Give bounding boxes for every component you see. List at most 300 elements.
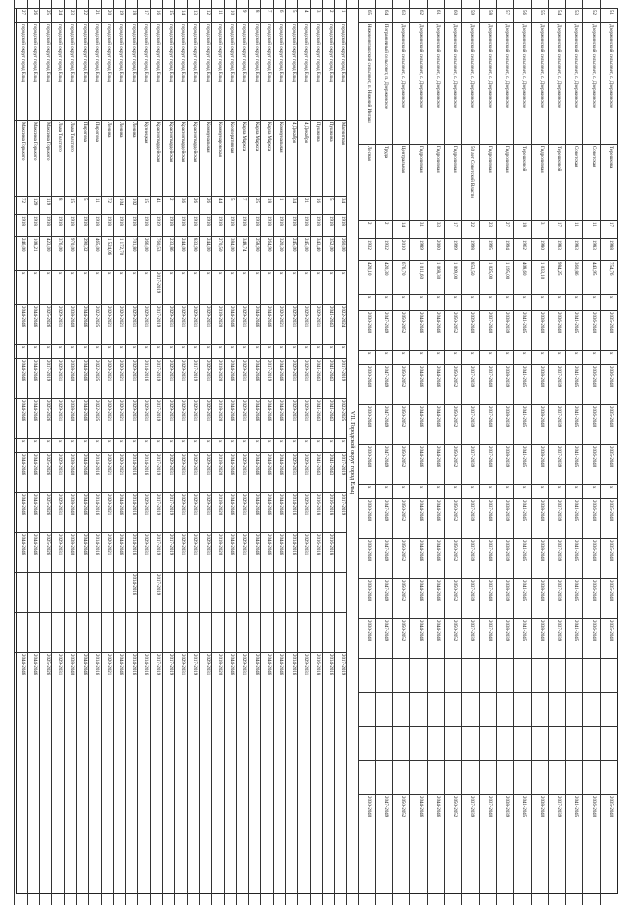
table-cell: 2044-2046 [114, 492, 126, 534]
table-cell: 2044-2046 [225, 492, 237, 534]
table-cell: 2047-2049 [376, 404, 393, 446]
table-cell: 15 [138, 196, 150, 216]
table-cell [462, 658, 479, 694]
table-cell: x [52, 270, 64, 306]
table-cell: x [151, 344, 163, 360]
table-cell: x [311, 438, 323, 454]
table-cell [376, 726, 393, 762]
table-cell: 2017-2019 [40, 358, 52, 400]
table-cell: 270,50 [212, 236, 224, 272]
table-cell: 2036-2040 [549, 310, 566, 352]
table-cell: 41 [151, 196, 163, 216]
table-cell: x [393, 294, 410, 312]
table-cell: 2038-2040 [532, 310, 549, 352]
table-cell: x [200, 344, 212, 360]
table-cell: городской округ город Ельц [335, 22, 347, 122]
table-cell: Максима Горького [28, 120, 40, 198]
table-cell: 26 [188, 196, 200, 216]
table-cell: x [566, 294, 583, 312]
table-cell: 5 [225, 196, 237, 216]
table-cell [89, 612, 101, 654]
table-cell: 2041-2045 [566, 618, 583, 660]
table-cell: городской округ город Ельц [237, 22, 249, 122]
table-row [461, 0, 479, 905]
table-cell [52, 612, 64, 654]
table-cell: 2044-2046 [249, 398, 261, 440]
table-cell: x [566, 484, 583, 500]
table-cell: 1995 [480, 238, 497, 262]
table-cell [410, 692, 427, 728]
table-cell: x [445, 484, 462, 500]
table-cell: 2037-2039 [549, 618, 566, 660]
table-cell: 2038-2040 [65, 652, 77, 694]
table-cell: x [428, 484, 445, 500]
table-cell: 290,32 [77, 236, 89, 272]
table-cell [462, 692, 479, 728]
table-cell: 2018-2020 [212, 652, 224, 694]
table-cell: 2035-2040 [601, 498, 618, 540]
table-cell: 2036-2040 [583, 364, 600, 406]
table-cell: Пушкина [311, 120, 323, 198]
table-cell [102, 612, 114, 654]
table-cell: 31 [410, 220, 427, 240]
table-cell: x [28, 438, 40, 454]
table-cell: 2029-2031 [175, 358, 187, 400]
table-cell [445, 658, 462, 694]
table-cell: 2010 [393, 238, 410, 262]
table-cell: x [480, 484, 497, 500]
table-cell: 2047-2049 [376, 794, 393, 836]
table-cell: 1918 [126, 214, 138, 238]
table-cell: 2037-2039 [549, 364, 566, 406]
table-cell: 760,53 [151, 236, 163, 272]
table-cell: 420,30 [376, 260, 393, 296]
row-number-cell: 15 [163, 8, 175, 24]
table-cell: 2016-2018 [311, 492, 323, 534]
table-cell: 2029-2031 [298, 532, 310, 574]
table-cell [376, 692, 393, 728]
table-cell: Гидролизная [428, 144, 445, 222]
table-cell: 2044-2046 [274, 492, 286, 534]
table-cell: Гидролизная [532, 144, 549, 222]
row-number-cell: 51 [601, 8, 618, 24]
table-cell: 2044-2046 [261, 652, 273, 694]
table-cell: 1 009,00 [445, 260, 462, 296]
table-cell: 2041-2045 [514, 444, 531, 486]
table-cell: 2017-2019 [151, 492, 163, 534]
table-cell: городской округ город Ельц [15, 22, 27, 122]
table-cell: Терешковой [514, 144, 531, 222]
table-cell: 1998 [462, 238, 479, 262]
table-cell: x [77, 438, 89, 454]
table-cell [480, 692, 497, 728]
table-cell: 2041-2043 [311, 358, 323, 400]
table-cell: x [359, 484, 376, 500]
table-cell: 2038-2040 [65, 358, 77, 400]
table-cell: 2050-2052 [393, 498, 410, 540]
table-cell: 1918 [298, 214, 310, 238]
table-cell: 2030-2040 [359, 404, 376, 446]
table-cell: x [549, 294, 566, 312]
table-cell: x [323, 270, 335, 306]
table-cell: 2029-2031 [286, 358, 298, 400]
table-cell [428, 760, 445, 796]
table-cell: x [163, 344, 175, 360]
table-cell: 2029-2031 [286, 452, 298, 494]
table-cell: Дзержинский сельсовет, с. Дзержинское [497, 22, 514, 146]
table-cell: Коммунальная [274, 120, 286, 198]
table-cell: 2018-2020 [212, 452, 224, 494]
table-cell: x [114, 270, 126, 306]
table-cell: 2044-2046 [77, 398, 89, 440]
table-cell: x [549, 484, 566, 500]
table-cell: 2014-2016 [138, 652, 150, 694]
table-cell: x [188, 270, 200, 306]
table-cell [601, 726, 618, 762]
table-cell: 2029-2031 [298, 452, 310, 494]
table-cell: x [311, 344, 323, 360]
table-cell: 2037-2039 [462, 404, 479, 446]
table-cell: 2017-2019 [163, 652, 175, 694]
table-cell: 2044-2046 [15, 398, 27, 440]
table-cell: 2014-2016 [89, 532, 101, 574]
table-cell: 984,25 [549, 260, 566, 296]
table-cell: 1 [274, 196, 286, 216]
table-cell: 2029-2031 [286, 304, 298, 346]
table-cell: 1980 [532, 238, 549, 262]
table-cell: 2050-2052 [393, 310, 410, 352]
table-cell: 1 172,70 [114, 236, 126, 272]
table-cell [428, 726, 445, 762]
table-cell: 2017-2019 [163, 532, 175, 574]
row-number-cell: 18 [126, 8, 138, 24]
table-cell: 2030-2040 [359, 578, 376, 620]
table-cell [583, 760, 600, 796]
table-cell: 352,00 [323, 236, 335, 272]
table-cell: 2014-2016 [126, 452, 138, 494]
table-cell: 2038-2040 [65, 304, 77, 346]
table-cell: x [480, 350, 497, 366]
table-cell: 2036-2040 [583, 618, 600, 660]
table-cell: 23 [480, 220, 497, 240]
table-cell: 2000 [428, 238, 445, 262]
table-cell: x [188, 438, 200, 454]
table-cell: 2014-2016 [89, 452, 101, 494]
table-cell: 1983 [549, 238, 566, 262]
table-cell: 4 Декабря [286, 120, 298, 198]
row-number-cell: 24 [52, 8, 64, 24]
table-cell: городской округ город Ельц [298, 22, 310, 122]
table-cell: 2038-2040 [532, 404, 549, 446]
table-cell: 2038-2040 [65, 452, 77, 494]
table-cell: x [15, 438, 27, 454]
table-cell: 2035-2040 [601, 444, 618, 486]
table-cell [532, 760, 549, 796]
table-cell [200, 572, 212, 614]
table-cell: 1918 [89, 214, 101, 238]
row-number-cell: 62 [410, 8, 427, 24]
table-cell: Терешковой [549, 144, 566, 222]
table-cell: 2029-2031 [188, 452, 200, 494]
table-cell: городской округ город Ельц [163, 22, 175, 122]
row-number-cell: 19 [114, 8, 126, 24]
row-number-cell: 60 [445, 8, 462, 24]
table-cell: x [601, 350, 618, 366]
table-row [496, 0, 514, 905]
table-row [334, 0, 347, 905]
table-cell: x [175, 270, 187, 306]
table-cell [286, 612, 298, 654]
table-cell [497, 726, 514, 762]
table-cell: городской округ город Ельц [151, 22, 163, 122]
table-cell: 2050-2052 [393, 538, 410, 580]
table-cell: x [359, 294, 376, 312]
table-cell [428, 692, 445, 728]
table-cell: x [286, 438, 298, 454]
table-cell: 2044-2046 [428, 618, 445, 660]
table-cell: 2050-2052 [445, 618, 462, 660]
table-cell: 2029-2031 [237, 492, 249, 534]
table-cell: x [15, 344, 27, 360]
table-cell: x [261, 270, 273, 306]
table-cell: 1918 [286, 214, 298, 238]
table-cell: 2036-2040 [583, 794, 600, 836]
table-cell [286, 572, 298, 614]
table-cell: x [15, 270, 27, 306]
table-cell: 2014-2016 [89, 492, 101, 534]
table-cell: 2044-2046 [428, 578, 445, 620]
table-cell: 2037-2040 [480, 444, 497, 486]
row-number-cell: 23 [65, 8, 77, 24]
table-cell: Красногвардейская [163, 120, 175, 198]
section-heading: VII. Городской округ город Ельц [347, 0, 357, 905]
table-cell: Нижнеингашский сельсовет, п. Нижний Ингаш [359, 22, 376, 146]
table-cell: x [138, 344, 150, 360]
table-cell: 2044-2046 [410, 538, 427, 580]
row-number-cell: 8 [249, 8, 261, 24]
table-cell: x [102, 438, 114, 454]
table-cell [52, 572, 64, 614]
table-cell: 2022-2025 [89, 304, 101, 346]
table-cell: Советская [583, 144, 600, 222]
table-cell: 1918 [28, 214, 40, 238]
table-cell: 2016-2018 [311, 652, 323, 694]
table-cell: 2029-2031 [163, 452, 175, 494]
table-cell [163, 572, 175, 614]
table-cell: x [393, 350, 410, 366]
table-cell [359, 760, 376, 796]
table-cell: Льва Толстого [52, 120, 64, 198]
row-number-cell: 26 [28, 8, 40, 24]
table-cell: 2044-2046 [261, 304, 273, 346]
table-cell: 2041-2045 [566, 310, 583, 352]
table-cell: 2044-2046 [225, 358, 237, 400]
table-cell: x [52, 344, 64, 360]
table-cell: 27 [497, 220, 514, 240]
table-cell: 2016-2018 [311, 532, 323, 574]
table-cell: 2014-2016 [126, 572, 138, 614]
table-cell: 2050-2052 [393, 618, 410, 660]
table-cell: x [163, 270, 175, 306]
table-cell: 129 [28, 196, 40, 216]
table-cell [102, 572, 114, 614]
table-cell: 2035-2040 [601, 794, 618, 836]
table-row [322, 0, 335, 905]
table-cell: 50 лет Советской Власти [462, 144, 479, 222]
table-cell: x [359, 350, 376, 366]
table-cell: x [514, 294, 531, 312]
table-row [513, 0, 531, 905]
table-cell: 2044-2046 [428, 538, 445, 580]
table-cell: x [77, 344, 89, 360]
table-cell: x [28, 270, 40, 306]
table-cell: 2020-2021 [102, 452, 114, 494]
table-cell: 2044-2046 [28, 304, 40, 346]
table-cell: 2020-2021 [102, 652, 114, 694]
table-cell: x [410, 484, 427, 500]
table-cell: Дзержинский сельсовет, с. Дзержинское [532, 22, 549, 146]
table-cell [497, 760, 514, 796]
table-cell [480, 726, 497, 762]
table-cell: x [462, 294, 479, 312]
table-cell [77, 572, 89, 614]
table-cell: 2037-2039 [549, 794, 566, 836]
table-cell [151, 612, 163, 654]
table-cell: 2050-2052 [445, 364, 462, 406]
table-cell: 2020-2021 [102, 492, 114, 534]
table-cell: x [601, 484, 618, 500]
table-cell: x [138, 270, 150, 306]
table-cell: x [274, 344, 286, 360]
table-cell: x [335, 438, 347, 454]
table-cell: 2029-2031 [200, 532, 212, 574]
table-cell: x [225, 270, 237, 306]
table-row [39, 0, 52, 905]
table-cell: 2041-2043 [323, 304, 335, 346]
table-cell: 2029-2031 [52, 452, 64, 494]
table-cell: городской округ город Ельц [200, 22, 212, 122]
table-cell: x [89, 438, 101, 454]
table-cell: 2029-2031 [52, 492, 64, 534]
table-cell: 2035-2040 [601, 404, 618, 446]
table-cell: 245,00 [298, 236, 310, 272]
row-number-cell: 22 [77, 8, 89, 24]
table-cell: 2038-2039 [497, 578, 514, 620]
table-cell: 17 [549, 220, 566, 240]
table-cell: 2035-2040 [601, 618, 618, 660]
table-cell [566, 692, 583, 728]
table-cell: 2041-2045 [514, 364, 531, 406]
table-cell: x [212, 270, 224, 306]
table-cell [514, 760, 531, 796]
table-cell: 2041-2045 [566, 578, 583, 620]
table-cell: 2029-2031 [175, 492, 187, 534]
table-cell: Советская [566, 144, 583, 222]
table-cell [249, 572, 261, 614]
table-cell: 2037-2039 [549, 404, 566, 446]
table-cell: 2047-2049 [376, 310, 393, 352]
table-cell: 2041-2045 [514, 794, 531, 836]
table-cell: x [393, 484, 410, 500]
table-cell: 72 [15, 196, 27, 216]
table-cell: Дзержинский сельсовет, с. Дзержинское [410, 22, 427, 146]
table-cell: городской округ город Ельц [28, 22, 40, 122]
table-cell: 1 033,10 [532, 260, 549, 296]
table-cell: 2044-2046 [28, 492, 40, 534]
table-cell: 17 [601, 220, 618, 240]
table-cell: x [175, 438, 187, 454]
table-cell [114, 612, 126, 654]
table-cell: 2037-2039 [549, 444, 566, 486]
table-cell: 2029-2031 [237, 304, 249, 346]
row-number-cell: 53 [566, 8, 583, 24]
table-cell: 2017-2019 [188, 358, 200, 400]
table-cell: 2029-2031 [200, 452, 212, 494]
table-cell: 2038-2039 [497, 364, 514, 406]
table-cell: 2014-2016 [89, 652, 101, 694]
table-cell: 2044-2046 [114, 532, 126, 574]
row-number-cell: 11 [212, 8, 224, 24]
table-cell: 2029-2031 [237, 652, 249, 694]
table-cell: 2044-2046 [28, 532, 40, 574]
table-cell: Карла Маркса [237, 120, 249, 198]
table-cell: 2029-2031 [200, 652, 212, 694]
table-cell: 2030-2040 [359, 618, 376, 660]
table-cell: 348,74 [237, 236, 249, 272]
table-cell: 34 [286, 196, 298, 216]
table-cell: 2018-2020 [212, 398, 224, 440]
table-cell: x [212, 344, 224, 360]
table-cell: 266,00 [138, 236, 150, 272]
table-cell: 2044-2046 [261, 532, 273, 574]
table-cell: 2029-2031 [298, 304, 310, 346]
row-number-cell: 64 [376, 8, 393, 24]
table-cell: городской округ город Ельц [89, 22, 101, 122]
table-cell: 119 [40, 196, 52, 216]
table-cell: Пирогова [89, 120, 101, 198]
table-cell: 2044-2046 [410, 404, 427, 446]
table-cell: x [163, 438, 175, 454]
table-cell: 2050-2052 [393, 364, 410, 406]
table-row [273, 0, 286, 905]
row-number-cell: 27 [15, 8, 27, 24]
table-cell [497, 658, 514, 694]
table-cell: 2041-2045 [514, 498, 531, 540]
table-cell: x [298, 270, 310, 306]
table-cell: 2029-2031 [52, 358, 64, 400]
table-cell: x [428, 350, 445, 366]
table-row [101, 0, 114, 905]
table-cell: 1918 [188, 214, 200, 238]
table-cell: 2029-2031 [188, 492, 200, 534]
table-cell: 2017-2019 [151, 358, 163, 400]
table-cell: 1918 [175, 214, 187, 238]
table-cell: 245,00 [286, 236, 298, 272]
table-cell: 8 [52, 196, 64, 216]
table-cell: 2036-2040 [601, 364, 618, 406]
table-cell: городской округ город Ельц [126, 22, 138, 122]
table-cell: 2044-2046 [274, 652, 286, 694]
table-cell: x [274, 438, 286, 454]
row-number-cell: 16 [151, 8, 163, 24]
table-cell: 260,00 [335, 236, 347, 272]
table-cell: x [65, 344, 77, 360]
table-cell: x [126, 438, 138, 454]
table-cell [15, 572, 27, 614]
table-cell: 2044-2046 [274, 358, 286, 400]
table-cell: 2041-2045 [566, 498, 583, 540]
table-cell [274, 612, 286, 654]
